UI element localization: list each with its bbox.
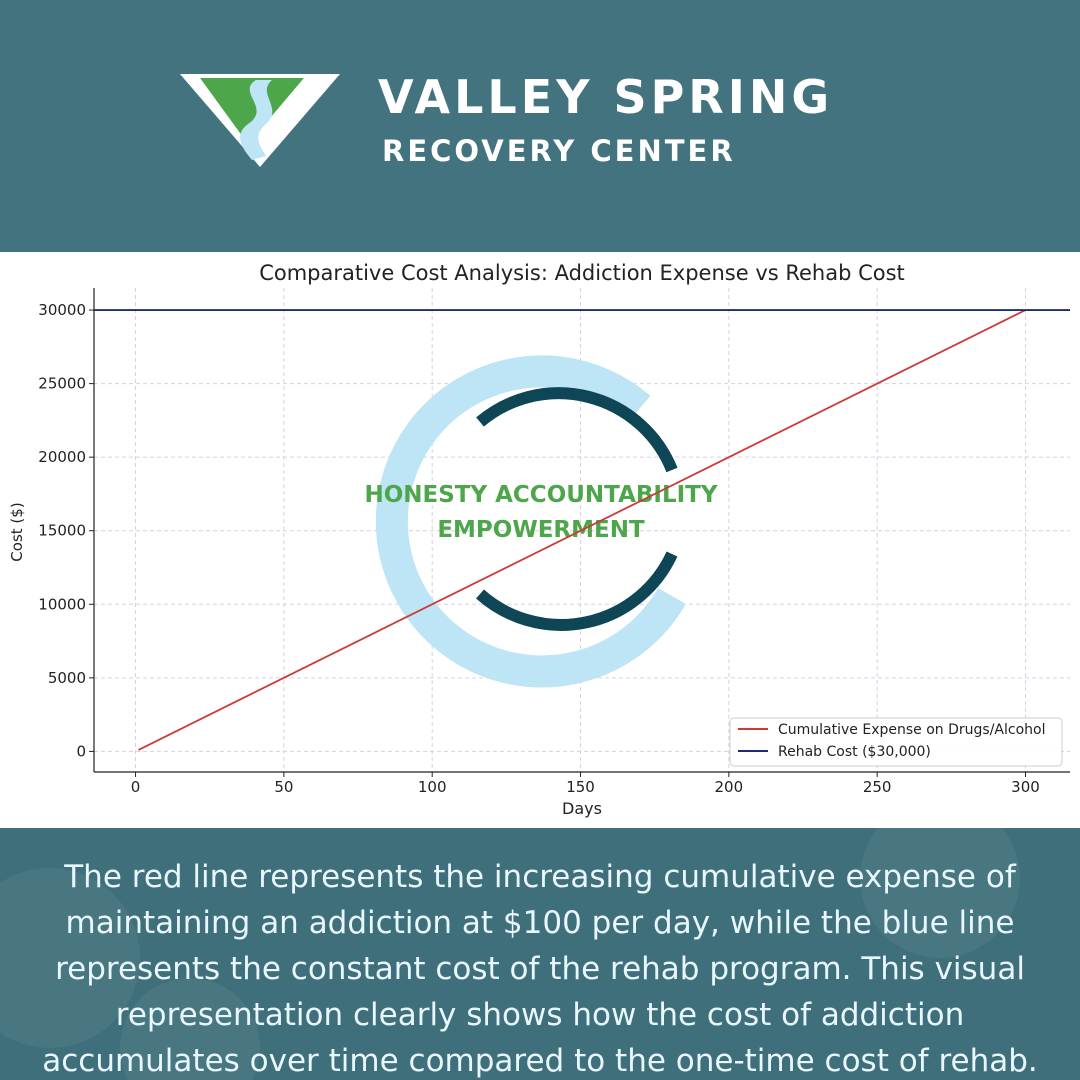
x-tick-label: 150 <box>566 778 595 796</box>
y-tick-label: 30000 <box>38 301 86 320</box>
y-tick-label: 5000 <box>47 668 86 687</box>
x-tick-label: 250 <box>862 778 892 796</box>
x-tick-label: 100 <box>417 778 447 796</box>
x-axis-label: Days <box>562 799 602 818</box>
y-tick-label: 20000 <box>38 448 86 467</box>
caption-line: The red line represents the increasing cumulative expense of <box>64 859 1016 895</box>
caption-line: maintaining an addiction at $100 per day, while the blue line <box>65 905 1015 941</box>
legend-label-rehab-cost: Rehab Cost ($30,000) <box>778 744 931 760</box>
legend-label-cumulative-expense: Cumulative Expense on Drugs/Alcohol <box>778 722 1046 738</box>
caption-line: accumulates over time compared to the one-time cost of rehab. <box>42 1043 1038 1079</box>
chart-legend <box>730 718 1062 766</box>
chart-title: Comparative Cost Analysis: Addiction Expense vs Rehab Cost <box>259 261 905 285</box>
header-banner <box>0 0 1080 252</box>
y-axis-label: Cost ($) <box>8 502 26 562</box>
watermark-badge <box>364 371 717 671</box>
x-tick-label: 200 <box>714 778 744 796</box>
y-tick-label: 10000 <box>38 595 86 614</box>
caption-panel <box>0 828 1080 1080</box>
x-tick-label: 0 <box>130 778 141 796</box>
brand-subtitle: RECOVERY CENTER <box>382 134 736 168</box>
x-tick-label: 50 <box>274 778 294 796</box>
caption-text <box>10 854 1070 1080</box>
y-tick-label: 15000 <box>38 521 86 540</box>
watermark-line-1: HONESTY ACCOUNTABILITY <box>364 482 718 508</box>
cost-comparison-chart <box>0 252 1080 828</box>
caption-line: represents the constant cost of the rehab program. This visual <box>55 951 1025 987</box>
y-tick-label: 0 <box>76 742 86 761</box>
watermark-line-2: EMPOWERMENT <box>437 517 645 543</box>
x-tick-label: 300 <box>1011 778 1040 796</box>
caption-line: representation clearly shows how the cost of addiction <box>115 997 965 1033</box>
watermark-inner-arc-top <box>480 393 672 470</box>
chart-panel <box>0 252 1080 828</box>
y-tick-label: 25000 <box>38 374 86 393</box>
valley-spring-logo-icon <box>180 74 340 170</box>
brand-name: VALLEY SPRING <box>378 70 834 124</box>
